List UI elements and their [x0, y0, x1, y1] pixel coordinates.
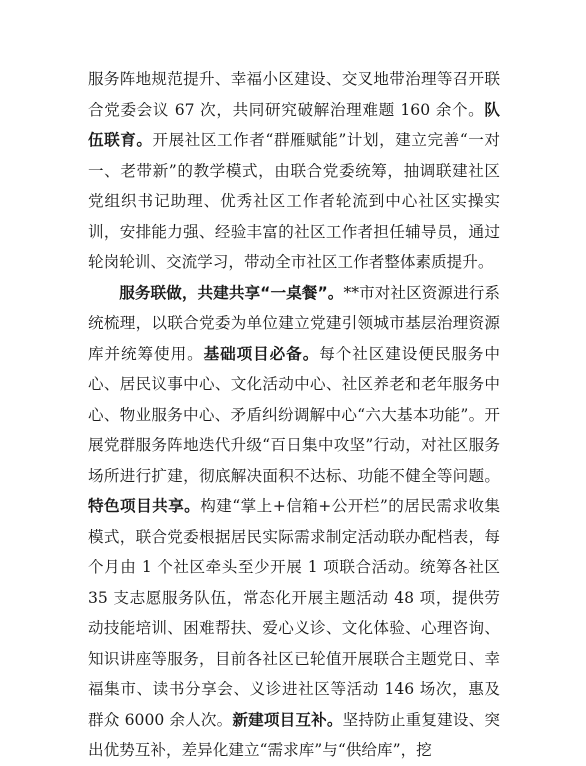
- subheading-basic-projects: 基础项目必备。: [203, 344, 320, 363]
- text-segment: 每个社区建设便民服务中心、居民议事中心、文化活动中心、社区养老和老年服务中心、物业服务中心、矛盾纠纷调解中心“六大基本功能”。开展党群服务阵地迭代升级“百日集中攻坚”行动，对社区服务场所进行扩建，彻底解决面积不达标、功能不健全等问题。: [88, 344, 500, 485]
- text-segment: **市对社区资源进行系统梳理，以联合党委为单位建立党建引领城市基层治理资源库并统筹使用。: [88, 283, 500, 363]
- paragraph-1: [88, 64, 500, 278]
- text-segment: 坚持防止重复建设、突出优势互补，差异化建立“需求库”与“供给库”，挖: [88, 710, 500, 759]
- subheading-team-co-cultivation: 队伍联育。: [88, 100, 500, 149]
- section-heading-service-co-building: 服务联做，共建共享“一桌餐”。: [119, 283, 344, 302]
- subheading-featured-projects: 特色项目共享。: [88, 497, 201, 515]
- text-segment: 开展社区工作者“群雁赋能”计划，建立完善“一对一、老带新”的教学模式，由联合党委统筹，抽调联建社区党组织书记助理、优秀社区工作者轮流到中心社区实操实训，安排能力强、经验丰富的社区工作者担任辅导员，通过轮岗轮训、交流学习，带动全市社区工作者整体素质提升。: [88, 131, 500, 271]
- text-segment: 服务阵地规范提升、幸福小区建设、交叉地带治理等召开联合党委会议 67 次，共同研究破解治理难题 160 余个。: [88, 70, 500, 119]
- subheading-new-projects: 新建项目互补。: [232, 710, 343, 729]
- paragraph-2: [88, 278, 500, 766]
- text-segment: 构建“掌上+信箱+公开栏”的居民需求收集模式，联合党委根据居民实际需求制定活动联办配档表，每个月由 1 个社区牵头至少开展 1 项联合活动。统筹各社区 35 支志愿服务队伍，常态化开展主题活动 48 项，提供劳动技能培训、困难帮扶、爱心义诊、文化体验、心理咨询、知识讲座等服务，目前各社区已轮值开展联合主题党日、幸福集市、读书分享会、义诊进社区等活动 146 场次，惠及群众 6000 余人次。: [88, 497, 500, 729]
- body-text: [88, 64, 500, 766]
